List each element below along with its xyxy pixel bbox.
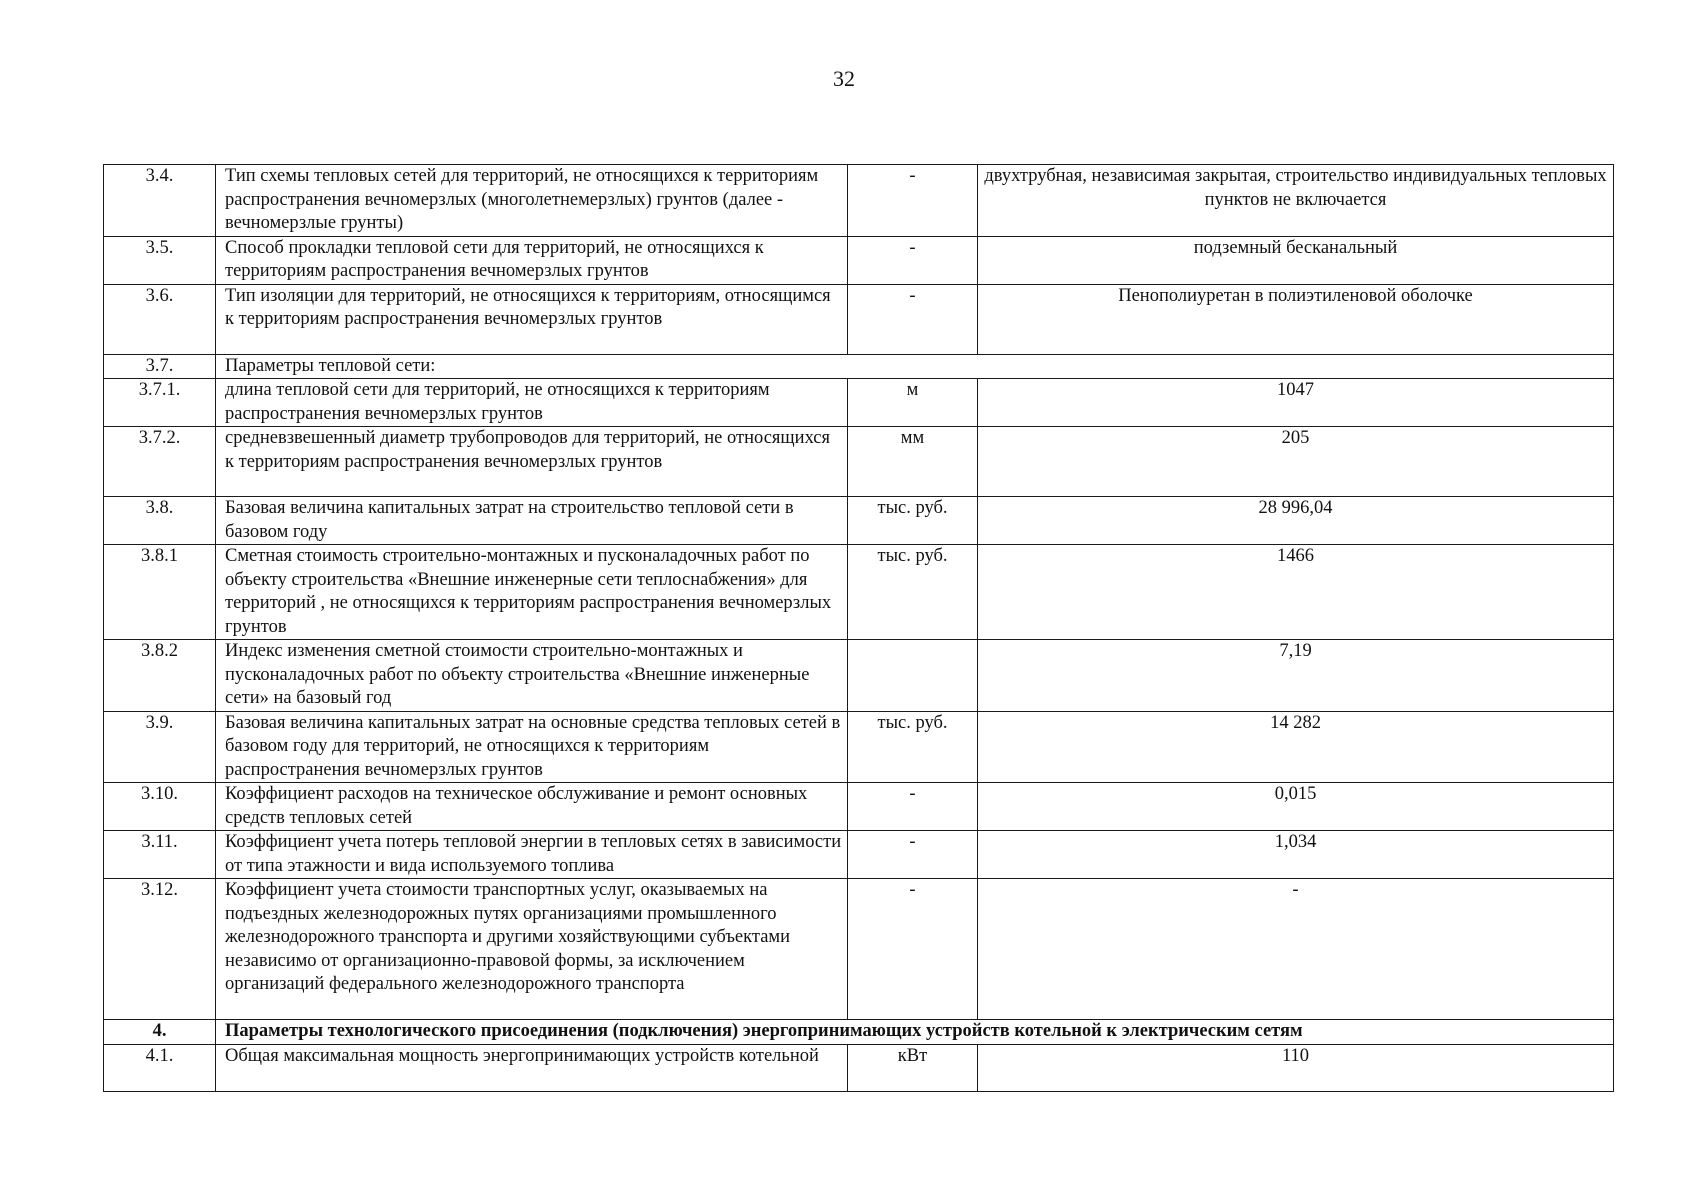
parameters-table [103,164,1614,1092]
row-number: 3.8. [104,497,216,545]
row-value: 205 [978,427,1614,497]
row-unit: - [848,165,978,237]
row-unit [848,640,978,712]
row-value: 110 [978,1044,1614,1091]
row-value: 1047 [978,379,1614,427]
row-number: 3.6. [104,284,216,354]
row-number: 3.7. [104,354,216,379]
row-unit: тыс. руб. [848,711,978,783]
row-parameter: Сметная стоимость строительно-монтажных и пусконаладочных работ по объекту строительства «Внешние инженерные сети теплоснабжения» для территорий , не относящихся к территориям распространения вечномерзлых грунтов [216,545,848,640]
table-row [104,236,1614,284]
row-value: 1,034 [978,831,1614,879]
section-number: 4. [104,1020,216,1045]
row-parameter: Параметры тепловой сети: [216,354,1614,379]
table-row [104,379,1614,427]
row-unit: - [848,236,978,284]
section-row [104,1020,1614,1045]
table-row [104,1044,1614,1091]
row-parameter: длина тепловой сети для территорий, не относящихся к территориям распространения вечномерзлых грунтов [216,379,848,427]
row-number: 3.12. [104,879,216,1020]
row-number: 3.9. [104,711,216,783]
row-value: двухтрубная, независимая закрытая, строительство индивидуальных тепловых пунктов не включается [978,165,1614,237]
row-value: Пенополиуретан в полиэтиленовой оболочке [978,284,1614,354]
row-value: 1466 [978,545,1614,640]
row-value: - [978,879,1614,1020]
row-unit: м [848,379,978,427]
table-row [104,284,1614,354]
row-parameter: Способ прокладки тепловой сети для территорий, не относящихся к территориям распространения вечномерзлых грунтов [216,236,848,284]
row-unit: тыс. руб. [848,545,978,640]
page-number: 32 [833,66,855,91]
row-number: 3.10. [104,783,216,831]
row-value: подземный бесканальный [978,236,1614,284]
row-parameter: Тип изоляции для территорий, не относящихся к территориям, относящимся к территориям распространения вечномерзлых грунтов [216,284,848,354]
row-parameter: Коэффициент учета стоимости транспортных услуг, оказываемых на подъездных железнодорожных путях организациями промышленного железнодорожного транспорта и другими хозяйствующими субъектами независимо от организационно-правовой формы, за исключением организаций федерального железнодорожного транспорта [216,879,848,1020]
row-value: 28 996,04 [978,497,1614,545]
row-unit: - [848,879,978,1020]
table-row [104,879,1614,1020]
row-unit: кВт [848,1044,978,1091]
row-number: 3.8.1 [104,545,216,640]
row-parameter: Тип схемы тепловых сетей для территорий, не относящихся к территориям распространения вечномерзлых (многолетнемерзлых) грунтов (далее - вечномерзлые грунты) [216,165,848,237]
row-value: 14 282 [978,711,1614,783]
table-row [104,165,1614,237]
section-title: Параметры технологического присоединения (подключения) энергопринимающих устройств котельной к электрическим сетям [216,1020,1614,1045]
row-number: 3.7.1. [104,379,216,427]
row-number: 3.7.2. [104,427,216,497]
table-row [104,711,1614,783]
row-parameter: Общая максимальная мощность энергопринимающих устройств котельной [216,1044,848,1091]
table-row [104,831,1614,879]
row-parameter: Базовая величина капитальных затрат на строительство тепловой сети в базовом году [216,497,848,545]
row-value: 0,015 [978,783,1614,831]
row-parameter: Коэффициент расходов на техническое обслуживание и ремонт основных средств тепловых сетей [216,783,848,831]
row-parameter: Индекс изменения сметной стоимости строительно-монтажных и пусконаладочных работ по объекту строительства «Внешние инженерные сети» на базовый год [216,640,848,712]
row-number: 3.5. [104,236,216,284]
row-parameter: Коэффициент учета потерь тепловой энергии в тепловых сетях в зависимости от типа этажности и вида используемого топлива [216,831,848,879]
row-unit: - [848,831,978,879]
row-parameter: Базовая величина капитальных затрат на основные средства тепловых сетей в базовом году для территорий, не относящихся к территориям распространения вечномерзлых грунтов [216,711,848,783]
row-unit: тыс. руб. [848,497,978,545]
table-row [104,640,1614,712]
row-number: 3.4. [104,165,216,237]
row-number: 4.1. [104,1044,216,1091]
row-value: 7,19 [978,640,1614,712]
row-unit: - [848,284,978,354]
table-row [104,427,1614,497]
table-row [104,497,1614,545]
row-number: 3.8.2 [104,640,216,712]
row-unit: - [848,783,978,831]
parameters-table-body [104,165,1614,1092]
row-number: 3.11. [104,831,216,879]
row-unit: мм [848,427,978,497]
table-row [104,545,1614,640]
table-row [104,783,1614,831]
row-parameter: средневзвешенный диаметр трубопроводов для территорий, не относящихся к территориям распространения вечномерзлых грунтов [216,427,848,497]
table-row [104,354,1614,379]
